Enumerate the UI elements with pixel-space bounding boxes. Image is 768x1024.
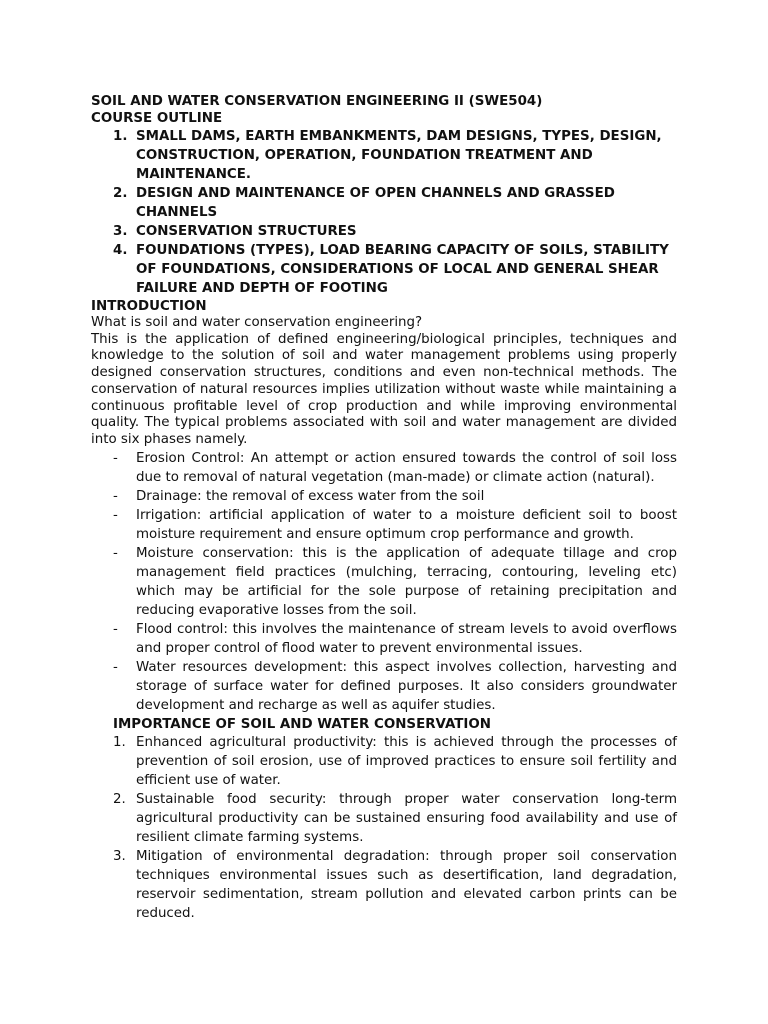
- outline-item: [91, 222, 677, 241]
- phase-text: Drainage: the removal of excess water from the soil: [136, 488, 485, 504]
- list-item: [91, 733, 677, 790]
- phases-list: [91, 449, 677, 715]
- phase-text: Flood control: this involves the maintenance of stream levels to avoid overflows and proper control of flood water to prevent environmental issues.: [136, 621, 677, 656]
- outline-item-text: CONSERVATION STRUCTURES: [136, 224, 357, 239]
- outline-item-number: 2.: [113, 186, 128, 201]
- phase-text: Water resources development: this aspect involves collection, harvesting and storage of surface water for defined purposes. It also considers groundwater development and recharge as well as aquifer studies.: [136, 659, 677, 713]
- outline-item-text: DESIGN AND MAINTENANCE OF OPEN CHANNELS AND GRASSED CHANNELS: [136, 186, 615, 220]
- outline-item-number: 1.: [113, 129, 128, 144]
- course-outline-heading: COURSE OUTLINE: [91, 111, 223, 126]
- importance-text: Mitigation of environmental degradation: through proper soil conservation techniques environmental issues such as desertification, land degradation, reservoir sedimentation, stream pollution and elevated carbon prints can be reduced.: [136, 848, 677, 921]
- importance-heading: IMPORTANCE OF SOIL AND WATER CONSERVATION: [113, 716, 492, 732]
- phase-text: Erosion Control: An attempt or action ensured towards the control of soil loss due to removal of natural vegetation (man-made) or climate action (natural).: [136, 450, 677, 485]
- introduction-heading: INTRODUCTION: [91, 299, 207, 314]
- list-dash: -: [113, 488, 118, 504]
- outline-item-text: FOUNDATIONS (TYPES), LOAD BEARING CAPACITY OF SOILS, STABILITY OF FOUNDATIONS, CONSIDERATIONS OF LOCAL AND GENERAL SHEAR FAILURE AND DEPTH OF FOOTING: [136, 243, 669, 296]
- importance-text: Enhanced agricultural productivity: this is achieved through the processes of prevention of soil erosion, use of improved practices to ensure soil fertility and efficient use of water.: [136, 734, 677, 788]
- outline-item-text: SMALL DAMS, EARTH EMBANKMENTS, DAM DESIGNS, TYPES, DESIGN, CONSTRUCTION, OPERATION, FOUNDATION TREATMENT AND MAINTENANCE.: [136, 129, 662, 182]
- list-dash: -: [113, 450, 118, 466]
- list-item-number: 2.: [113, 791, 126, 807]
- list-item: [91, 620, 677, 658]
- list-item-number: 1.: [113, 734, 126, 750]
- list-item: [91, 449, 677, 487]
- list-item: [91, 506, 677, 544]
- outline-item-number: 3.: [113, 224, 128, 239]
- outline-item: [91, 184, 677, 222]
- phase-text: Irrigation: artificial application of water to a moisture deficient soil to boost moisture requirement and ensure optimum crop performance and growth.: [136, 507, 677, 542]
- list-item: [91, 790, 677, 847]
- introduction-paragraph: This is the application of defined engineering/biological principles, techniques and knowledge to the solution of soil and water management problems using properly designed conservation structures, conditions and even non-technical methods. The conservation of natural resources implies utilization without waste while maintaining a continuous profitable level of crop production and while improving environmental quality. The typical problems associated with soil and water management are divided into six phases namely.: [91, 331, 677, 447]
- course-outline-list: [91, 127, 677, 298]
- list-item: [91, 544, 677, 620]
- list-dash: -: [113, 545, 118, 561]
- list-dash: -: [113, 621, 118, 637]
- importance-text: Sustainable food security: through proper water conservation long-term agricultural productivity can be sustained ensuring food availability and use of resilient climate farming systems.: [136, 791, 677, 845]
- list-item: [91, 658, 677, 715]
- list-dash: -: [113, 507, 118, 523]
- introduction-question: What is soil and water conservation engineering?: [91, 315, 423, 330]
- phase-text: Moisture conservation: this is the application of adequate tillage and crop management field practices (mulching, terracing, contouring, leveling etc) which may be artificial for the sole purpose of retaining precipitation and reducing evaporative losses from the soil.: [136, 545, 677, 618]
- outline-item-number: 4.: [113, 243, 128, 258]
- list-item-number: 3.: [113, 848, 126, 864]
- list-item: [91, 487, 677, 506]
- list-dash: -: [113, 659, 118, 675]
- outline-item: [91, 241, 677, 298]
- importance-list: [91, 733, 677, 923]
- document-title: SOIL AND WATER CONSERVATION ENGINEERING II (SWE504): [91, 94, 543, 109]
- list-item: [91, 847, 677, 923]
- outline-item: [91, 127, 677, 184]
